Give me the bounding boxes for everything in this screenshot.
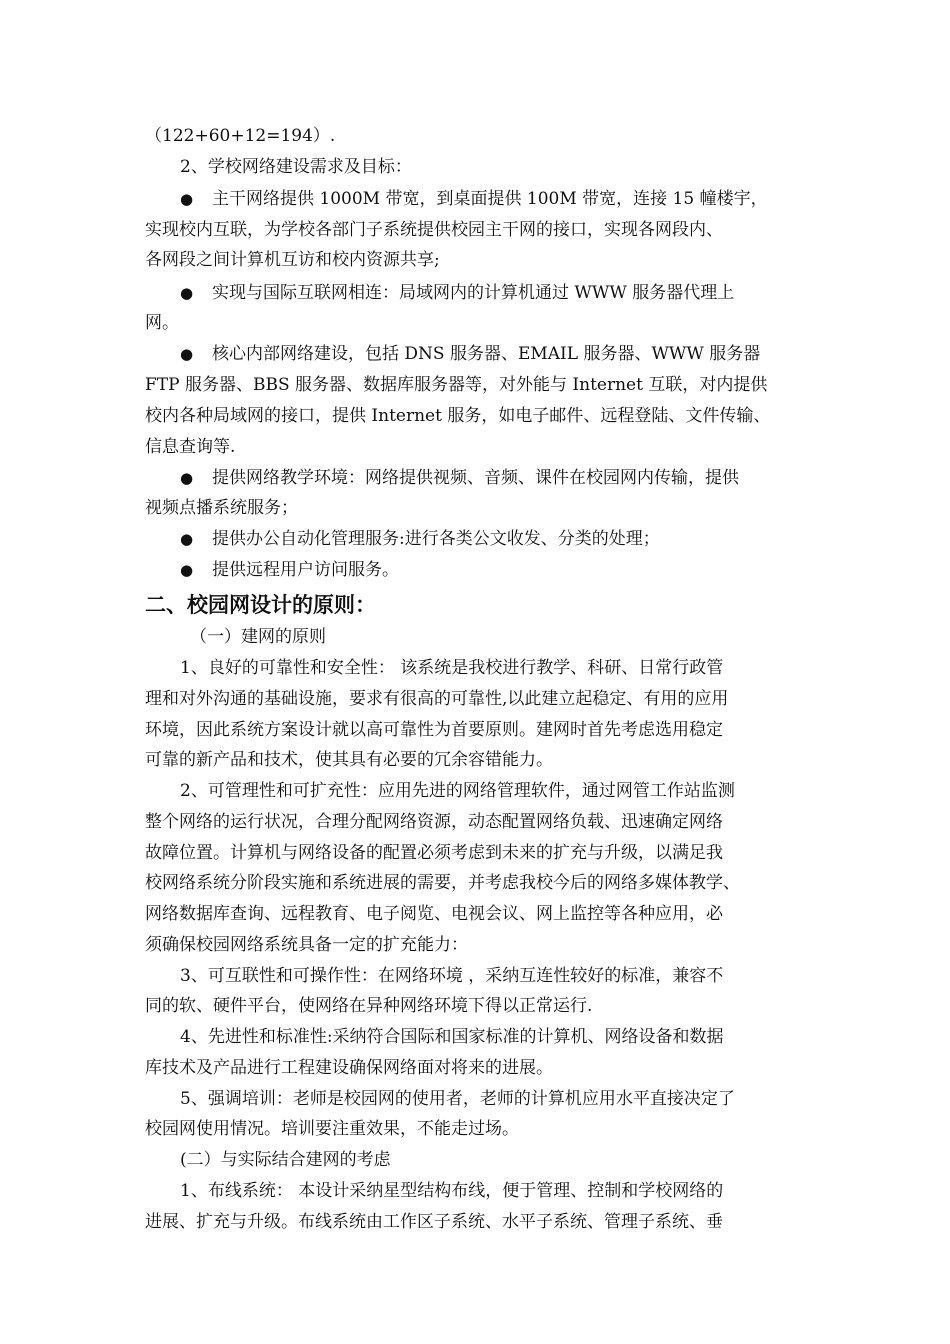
bullet-icon: ● [180,345,194,363]
bullet-icon: ● [180,190,194,208]
text-line: 进展、扩充与升级。布线系统由工作区子系统、水平子系统、管理子系统、垂 [145,1212,723,1232]
text-line: 理和对外沟通的基础设施，要求有很高的可靠性,以此建立起稳定、有用的应用 [145,689,729,709]
text-line: 网。 [145,313,179,333]
bullet-text: 主干网络提供 1000M 带宽，到桌面提供 100M 带宽，连接 15 幢楼宇， [212,189,768,209]
text-line: 整个网络的运行状况，合理分配网络资源，动态配置网络负载、迅速确定网络 [145,812,723,832]
bullet-icon: ● [180,530,194,548]
text-line: 同的软、硬件平台，使网络在异种网络环境下得以正常运行. [145,996,593,1016]
bullet-icon: ● [180,284,194,302]
text-line: 环境，因此系统方案设计就以高可靠性为首要原则。建网时首先考虑选用稳定 [145,720,723,740]
paragraph-first-line: 1、良好的可靠性和安全性： 该系统是我校进行教学、科研、日常行政管 [180,658,724,678]
text-line: FTP 服务器、BBS 服务器、数据库服务器等，对外能与 Internet 互联，对内提供 [145,375,768,395]
text-line: 视频点播系统服务； [145,498,298,518]
paragraph-first-line: 4、先进性和标准性:采纳符合国际和国家标准的计算机、网络设备和数据 [180,1027,724,1047]
section-heading: 2、学校网络建设需求及目标： [180,157,412,177]
bullet-text: 核心内部网络建设，包括 DNS 服务器、EMAIL 服务器、WWW 服务器 [212,344,761,364]
paragraph-first-line: 2、可管理性和可扩充性：应用先进的网络管理软件，通过网管工作站监测 [180,781,735,801]
text-line: 库技术及产品进行工程建设确保网络面对将来的进展。 [145,1058,553,1078]
text-line: 校网络系统分阶段实施和系统进展的需要，并考虑我校今后的网络多媒体教学、 [145,873,740,893]
bullet-icon: ● [180,561,194,579]
text-line: 校内各种局域网的接口，提供 Internet 服务，如电子邮件、远程登陆、文件传输、 [145,406,771,426]
bullet-text: 提供办公自动化管理服务:进行各类公文收发、分类的处理； [212,529,660,549]
text-line: 网络数据库查询、远程教育、电子阅览、电视会议、网上监控等各种应用，必 [145,904,723,924]
text-line: 须确保校园网络系统具备一定的扩充能力： [145,935,468,955]
text-line: 各网段之间计算机互访和校内资源共享; [145,250,440,270]
paragraph-first-line: 5、强调培训：老师是校园网的使用者，老师的计算机应用水平直接决定了 [180,1089,735,1109]
text-line: 校园网使用情况。培训要注重效果，不能走过场。 [145,1119,519,1139]
bullet-text: 实现与国际互联网相连：局域网内的计算机通过 WWW 服务器代理上 [212,283,735,303]
text-line: 故障位置。计算机与网络设备的配置必须考虑到未来的扩充与升级，以满足我 [145,843,723,863]
text-line: 可靠的新产品和技术，使其具有必要的冗余容错能力。 [145,750,553,770]
bullet-icon: ● [180,469,194,487]
chapter-heading: 二、校园网设计的原则： [145,593,376,617]
text-line: （122+60+12=194）. [145,126,336,146]
bullet-text: 提供网络教学环境：网络提供视频、音频、课件在校园网内传输，提供 [212,468,739,488]
bullet-text: 提供远程用户访问服务。 [212,560,399,580]
paragraph-first-line: 1、布线系统： 本设计采纳星型结构布线，便于管理、控制和学校网络的 [180,1181,724,1201]
text-line: 信息查询等. [145,437,236,457]
subsection-heading: （一）建网的原则 [190,627,326,647]
text-line: 实现校内互联，为学校各部门子系统提供校园主干网的接口，实现各网段内、 [145,220,723,240]
subsection-heading: (二）与实际结合建网的考虑 [180,1150,391,1170]
paragraph-first-line: 3、可互联性和可操作性：在网络环境 ，采纳互连性较好的标准，兼容不 [180,966,724,986]
